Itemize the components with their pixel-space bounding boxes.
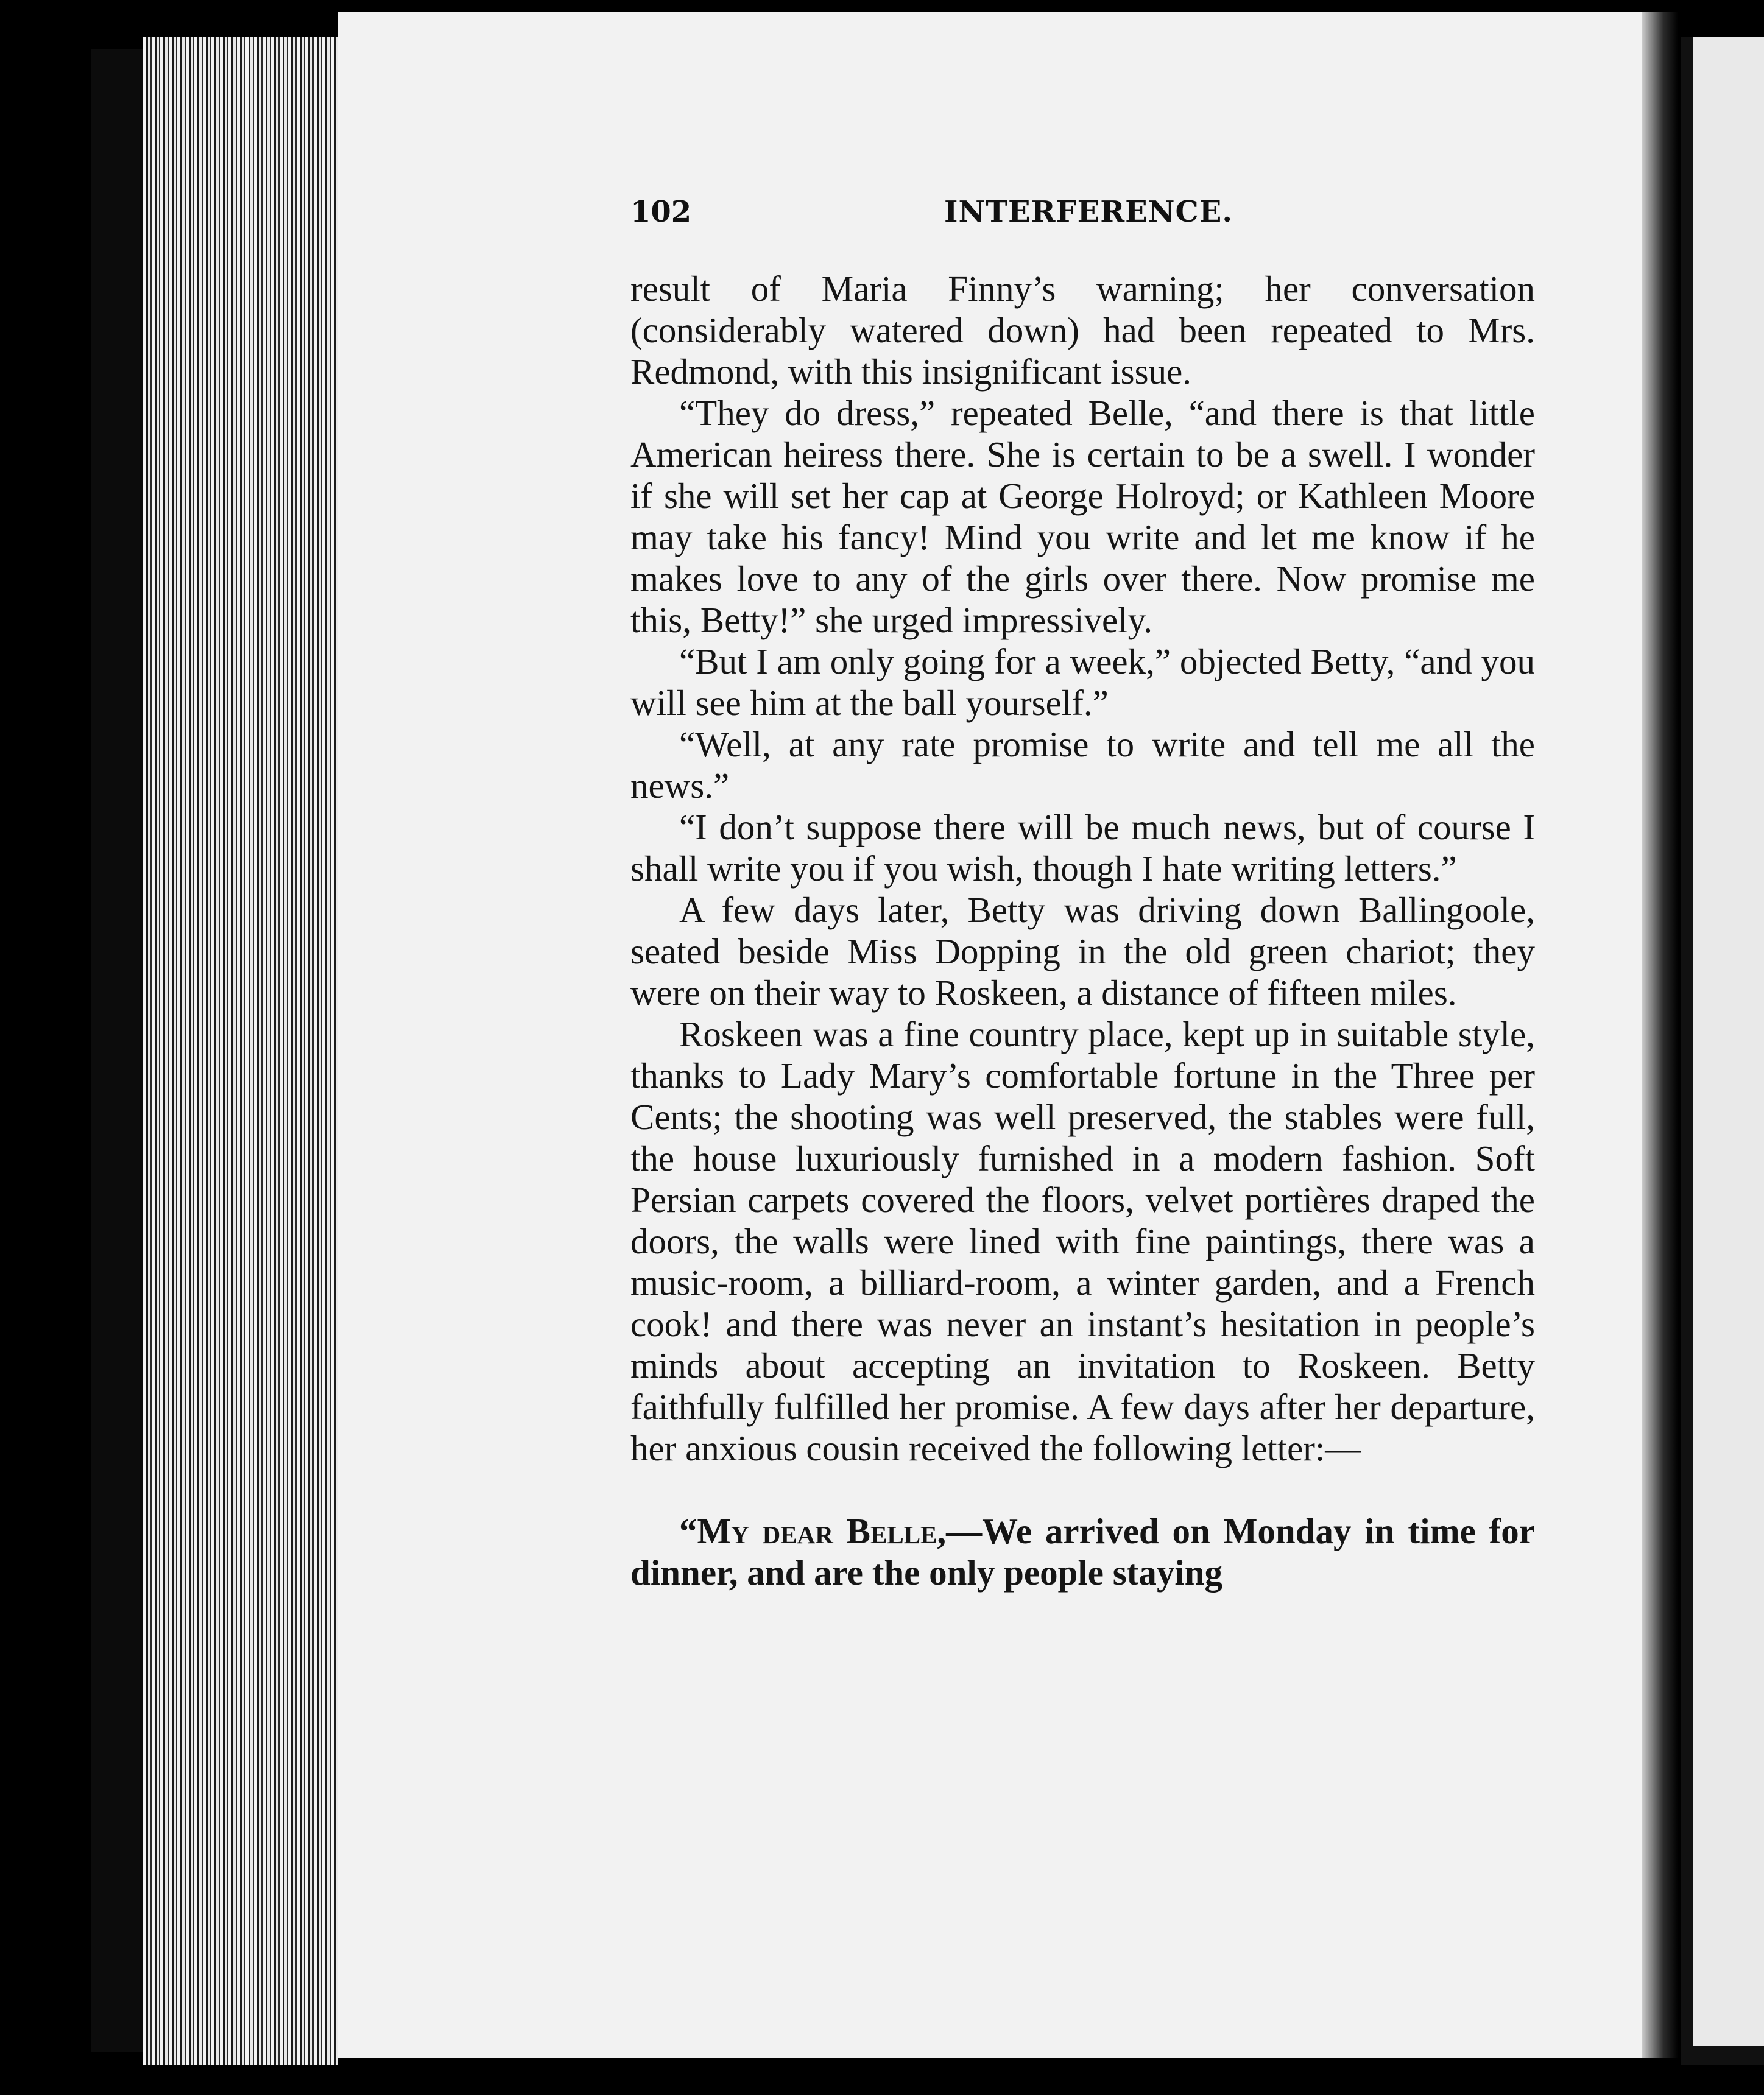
page-header [630, 195, 1233, 244]
page-number: 102 [630, 195, 692, 229]
paragraph: “I don’t suppose there will be much news, but of course I shall write you if you wish, though I hate writing letters.” [630, 807, 1535, 889]
letter-opening [630, 1510, 1535, 1593]
running-head: INTERFERENCE. [944, 195, 1233, 229]
section-gap [630, 1469, 1535, 1510]
page-edges [143, 37, 338, 2065]
body-text [630, 268, 1535, 1593]
paragraph: “Well, at any rate promise to write and tell me all the news.” [630, 724, 1535, 806]
paragraph: Roskeen was a fine country place, kept up in suitable style, thanks to Lady Mary’s comfortable fortune in the Three per Cents; the shooting was well preserved, the stables were full, the house luxuriously furnished in a modern fashion. Soft Persian carpets covered the floors, velvet portières draped the doors, the walls were lined with fine paintings, there was a music-room, a billiard-room, a winter garden, and a French cook! and there was never an instant’s hesitation in people’s minds about accepting an invitation to Roskeen. Betty faithfully fulfilled her promise. A few days after her departure, her anxious cousin received the following letter:— [630, 1014, 1535, 1468]
letter-salutation: “My dear Belle, [679, 1511, 947, 1551]
book-binding [1642, 12, 1678, 2058]
paragraph: “But I am only going for a week,” objected Betty, “and you will see him at the ball yourself.” [630, 641, 1535, 723]
paragraph: A few days later, Betty was driving down Ballingoole, seated beside Miss Dopping in the old green chariot; they were on their way to Roskeen, a distance of fifteen miles. [630, 890, 1535, 1013]
letter-body: —We arrived on Monday in time for dinner, and are the only people staying [630, 1511, 1535, 1593]
paragraph: “They do dress,” repeated Belle, “and there is that little American heiress there. She is certain to be a swell. I wonder if she will set her cap at George Holroyd; or Kathleen Moore may take his fancy! Mind you write and let me know if he makes love to any of the girls over there. Now promise me this, Betty!” she urged impressively. [630, 393, 1535, 640]
facing-page [1693, 37, 1764, 2046]
book-edge-shadow [91, 49, 146, 2052]
paragraph: result of Maria Finny’s warning; her conversation (considerably watered down) had been repeated to Mrs. Redmond, with this insignificant issue. [630, 269, 1535, 392]
